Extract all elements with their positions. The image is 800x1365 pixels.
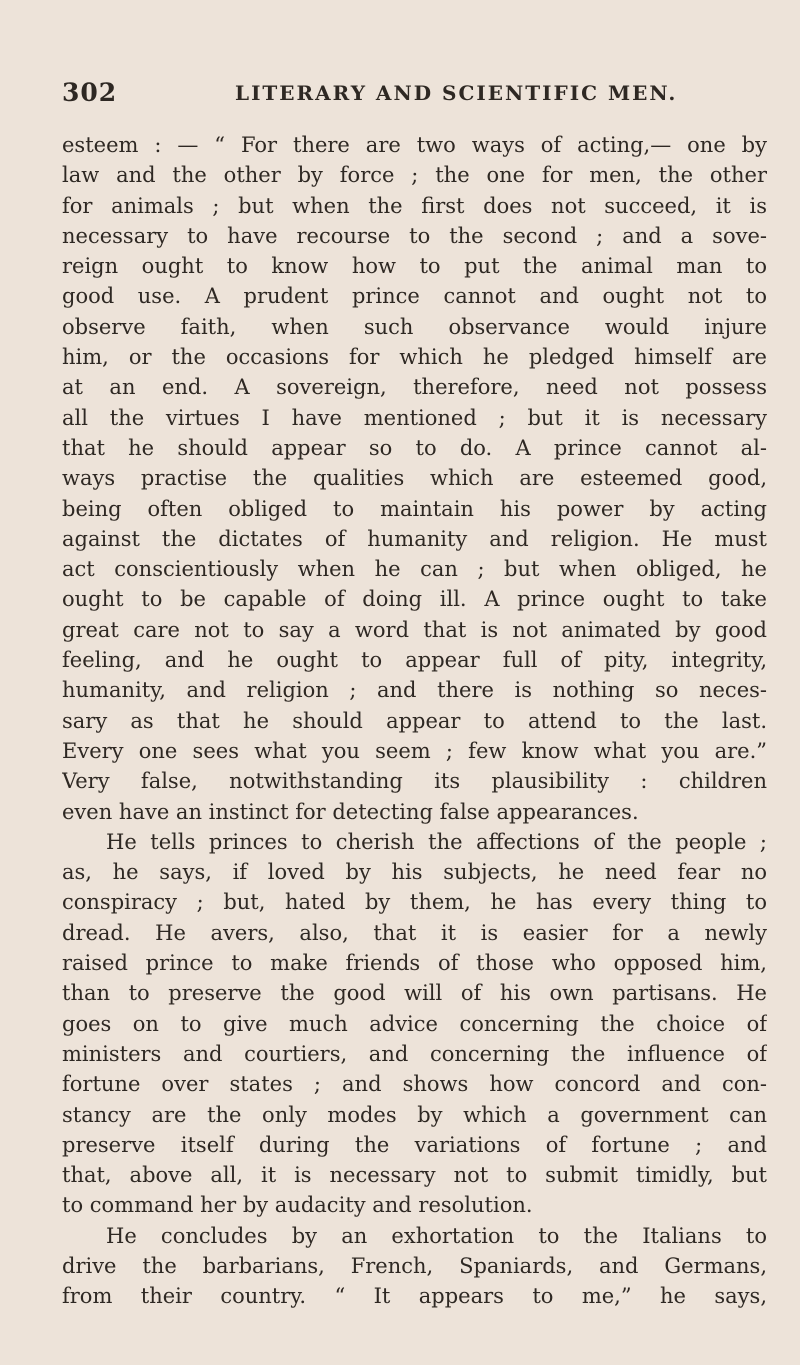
text-line: law and the other by force ; the one for men, the other [62, 163, 767, 188]
text-line: ministers and courtiers, and concerning the influence of [62, 1041, 767, 1066]
text-line: from their country. “ It appears to me,” he says, [62, 1284, 767, 1309]
paragraph-start-line: He tells princes to cherish the affections of the people ; [106, 829, 767, 854]
text-line: all the virtues I have mentioned ; but it is necessary [62, 405, 767, 430]
text-line: that, above all, it is necessary not to submit timidly, but [62, 1163, 767, 1188]
text-line: against the dictates of humanity and religion. He must [62, 526, 767, 551]
text-line: sary as that he should appear to attend to the last. [62, 708, 767, 733]
text-line: raised prince to make friends of those who opposed him, [62, 951, 767, 976]
text-line: at an end. A sovereign, therefore, need not possess [62, 375, 767, 400]
text-line: ought to be capable of doing ill. A prince ought to take [62, 587, 767, 612]
text-line: necessary to have recourse to the second ; and a sove- [62, 223, 767, 248]
text-line: reign ought to know how to put the animal man to [62, 254, 767, 279]
running-head: LITERARY AND SCIENTIFIC MEN. [235, 81, 678, 105]
text-line: good use. A prudent prince cannot and ought not to [62, 284, 767, 309]
text-line: dread. He avers, also, that it is easier for a newly [62, 920, 767, 945]
text-line: humanity, and religion ; and there is nothing so neces- [62, 678, 767, 703]
text-line: conspiracy ; but, hated by them, he has every thing to [62, 890, 767, 915]
paragraph-start-line: He concludes by an exhortation to the Italians to [106, 1223, 767, 1248]
text-line: that he should appear so to do. A prince cannot al- [62, 435, 767, 460]
text-line: ways practise the qualities which are esteemed good, [62, 466, 767, 491]
text-line: fortune over states ; and shows how concord and con- [62, 1072, 767, 1097]
text-line: Very false, notwithstanding its plausibility : children [62, 769, 767, 794]
text-line: drive the barbarians, French, Spaniards, and Germans, [62, 1253, 767, 1278]
text-line: him, or the occasions for which he pledged himself are [62, 345, 767, 370]
text-line: even have an instinct for detecting false appearances. [62, 799, 639, 824]
text-line: Every one sees what you seem ; few know what you are.” [62, 738, 767, 763]
text-line: for animals ; but when the first does not succeed, it is [62, 193, 767, 218]
text-line: being often obliged to maintain his power by acting [62, 496, 767, 521]
page-header [62, 78, 762, 110]
text-line: preserve itself during the variations of fortune ; and [62, 1132, 767, 1157]
text-line: as, he says, if loved by his subjects, he need fear no [62, 860, 767, 885]
text-line: than to preserve the good will of his own partisans. He [62, 981, 767, 1006]
text-line: great care not to say a word that is not animated by good [62, 617, 767, 642]
body-text [62, 130, 767, 1312]
text-line: act conscientiously when he can ; but when obliged, he [62, 557, 767, 582]
text-line: observe faith, when such observance would injure [62, 314, 767, 339]
text-line: stancy are the only modes by which a government can [62, 1102, 767, 1127]
text-line: to command her by audacity and resolution. [62, 1193, 533, 1218]
text-line: goes on to give much advice concerning the choice of [62, 1011, 767, 1036]
page-number: 302 [62, 78, 118, 107]
text-line: esteem : — “ For there are two ways of acting,— one by [62, 133, 767, 157]
text-line: feeling, and he ought to appear full of pity, integrity, [62, 648, 767, 673]
